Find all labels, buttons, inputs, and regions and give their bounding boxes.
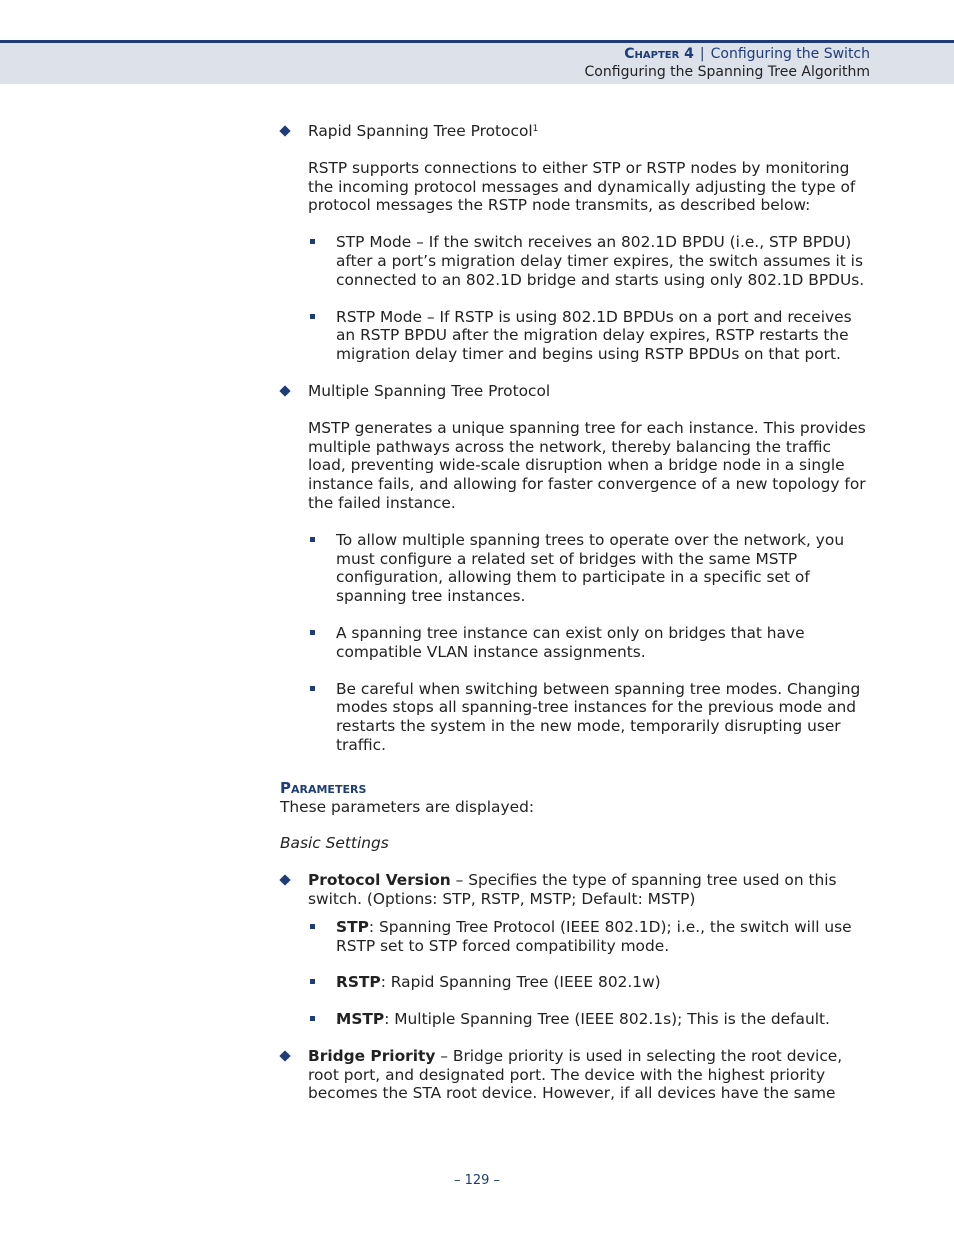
rstp-subitem <box>280 233 870 289</box>
option-label: RSTP <box>336 973 381 992</box>
mstp-subitem <box>280 624 870 662</box>
option-text: : Multiple Spanning Tree (IEEE 802.1s); This is the default. <box>384 1010 830 1029</box>
square-bullet-icon <box>310 239 315 244</box>
square-bullet-icon <box>310 314 315 319</box>
mstp-intro: MSTP generates a unique spanning tree for each instance. This provides multiple pathways across the network, thereby balancing the traffic load, preventing wide-scale disruption when a bridge node in a single instance fails, and allowing for faster convergence of a new topology for the failed instance. <box>308 418 866 512</box>
rstp-subitem-text: STP Mode – If the switch receives an 802.1D BPDU (i.e., STP BPDU) after a port’s migration delay timer expires, the switch assumes it is connected to an 802.1D bridge and starts using only 802.1D BPDUs. <box>336 233 865 289</box>
mstp-subitem-text: To allow multiple spanning trees to operate over the network, you must configure a related set of bridges with the same MSTP configuration, allowing them to participate in a specific set of spanning tree instances. <box>336 530 845 606</box>
option-label: STP <box>336 917 369 936</box>
header-chapter-line <box>624 46 870 62</box>
option-label: MSTP <box>336 1010 385 1029</box>
header-section-title: Configuring the Spanning Tree Algorithm <box>584 64 870 80</box>
rstp-intro: RSTP supports connections to either STP or RSTP nodes by monitoring the incoming protocol messages and dynamically adjusting the type of protocol messages the RSTP node transmits, as described below: <box>308 158 856 215</box>
protocol-version-text: – Specifies the type of spanning tree used on this switch. (Options: STP, RSTP, MSTP; Default: MSTP) <box>308 871 837 908</box>
protocol-option <box>280 918 870 956</box>
protocol-option <box>280 973 870 992</box>
square-bullet-icon <box>310 630 315 635</box>
mstp-item <box>280 382 870 401</box>
rstp-item <box>280 122 870 141</box>
mstp-title: Multiple Spanning Tree Protocol <box>308 381 551 400</box>
page-header <box>0 40 954 84</box>
rstp-intro-wrap <box>280 159 870 215</box>
protocol-version-item <box>280 871 870 909</box>
mstp-subitem <box>280 531 870 606</box>
parameters-section <box>280 779 870 853</box>
bridge-priority-label: Bridge Priority <box>308 1046 436 1065</box>
option-text: : Rapid Spanning Tree (IEEE 802.1w) <box>380 973 661 992</box>
page-body <box>280 122 870 1103</box>
parameters-heading: Parameters <box>280 778 367 797</box>
diamond-bullet-icon <box>279 1050 290 1061</box>
protocol-option-desc <box>336 973 870 992</box>
header-chapter-title: Configuring the Switch <box>710 46 870 62</box>
bridge-priority-desc <box>308 1047 870 1103</box>
square-bullet-icon <box>310 1016 315 1021</box>
bridge-priority-text: – Bridge priority is used in selecting the root device, root port, and designated port. The device with the highest priority becomes the STA root device. However, if all devices have the same <box>308 1046 843 1103</box>
header-chapter: Chapter 4 <box>624 46 694 62</box>
square-bullet-icon <box>310 686 315 691</box>
mstp-subitem-text: Be careful when switching between spanning tree modes. Changing modes stops all spanning-tree instances for the previous mode and restarts the system in the new mode, temporarily disrupting user traffic. <box>336 679 861 754</box>
page-number: – 129 – <box>453 1173 501 1188</box>
parameters-intro: These parameters are displayed: <box>280 797 535 816</box>
option-text: : Spanning Tree Protocol (IEEE 802.1D); i.e., the switch will use RSTP set to STP forced compatibility mode. <box>336 917 852 955</box>
bridge-priority-item <box>280 1047 870 1103</box>
mstp-subitem-text: A spanning tree instance can exist only on bridges that have compatible VLAN instance assignments. <box>336 623 805 661</box>
rstp-title-text: Rapid Spanning Tree Protocol <box>308 122 533 140</box>
mstp-subitem <box>280 680 870 755</box>
rstp-subitem <box>280 308 870 364</box>
basic-settings-subheading: Basic Settings <box>280 834 389 853</box>
rstp-subitem-text: RSTP Mode – If RSTP is using 802.1D BPDUs on a port and receives an RSTP BPDU after the migration delay expires, RSTP restarts the migration delay timer and begins using RSTP BPDUs on that port. <box>336 307 852 364</box>
diamond-bullet-icon <box>279 125 290 136</box>
square-bullet-icon <box>310 924 315 929</box>
mstp-intro-wrap <box>280 419 870 513</box>
protocol-version-label: Protocol Version <box>308 871 451 890</box>
rstp-title <box>308 122 870 141</box>
header-separator: | <box>699 46 705 62</box>
protocol-option-desc <box>336 918 870 956</box>
protocol-option <box>280 1010 870 1029</box>
square-bullet-icon <box>310 979 315 984</box>
protocol-version-desc <box>308 871 870 909</box>
diamond-bullet-icon <box>279 385 290 396</box>
diamond-bullet-icon <box>279 874 290 885</box>
footnote-marker: 1 <box>532 124 539 134</box>
protocol-option-desc <box>336 1010 870 1029</box>
square-bullet-icon <box>310 537 315 542</box>
